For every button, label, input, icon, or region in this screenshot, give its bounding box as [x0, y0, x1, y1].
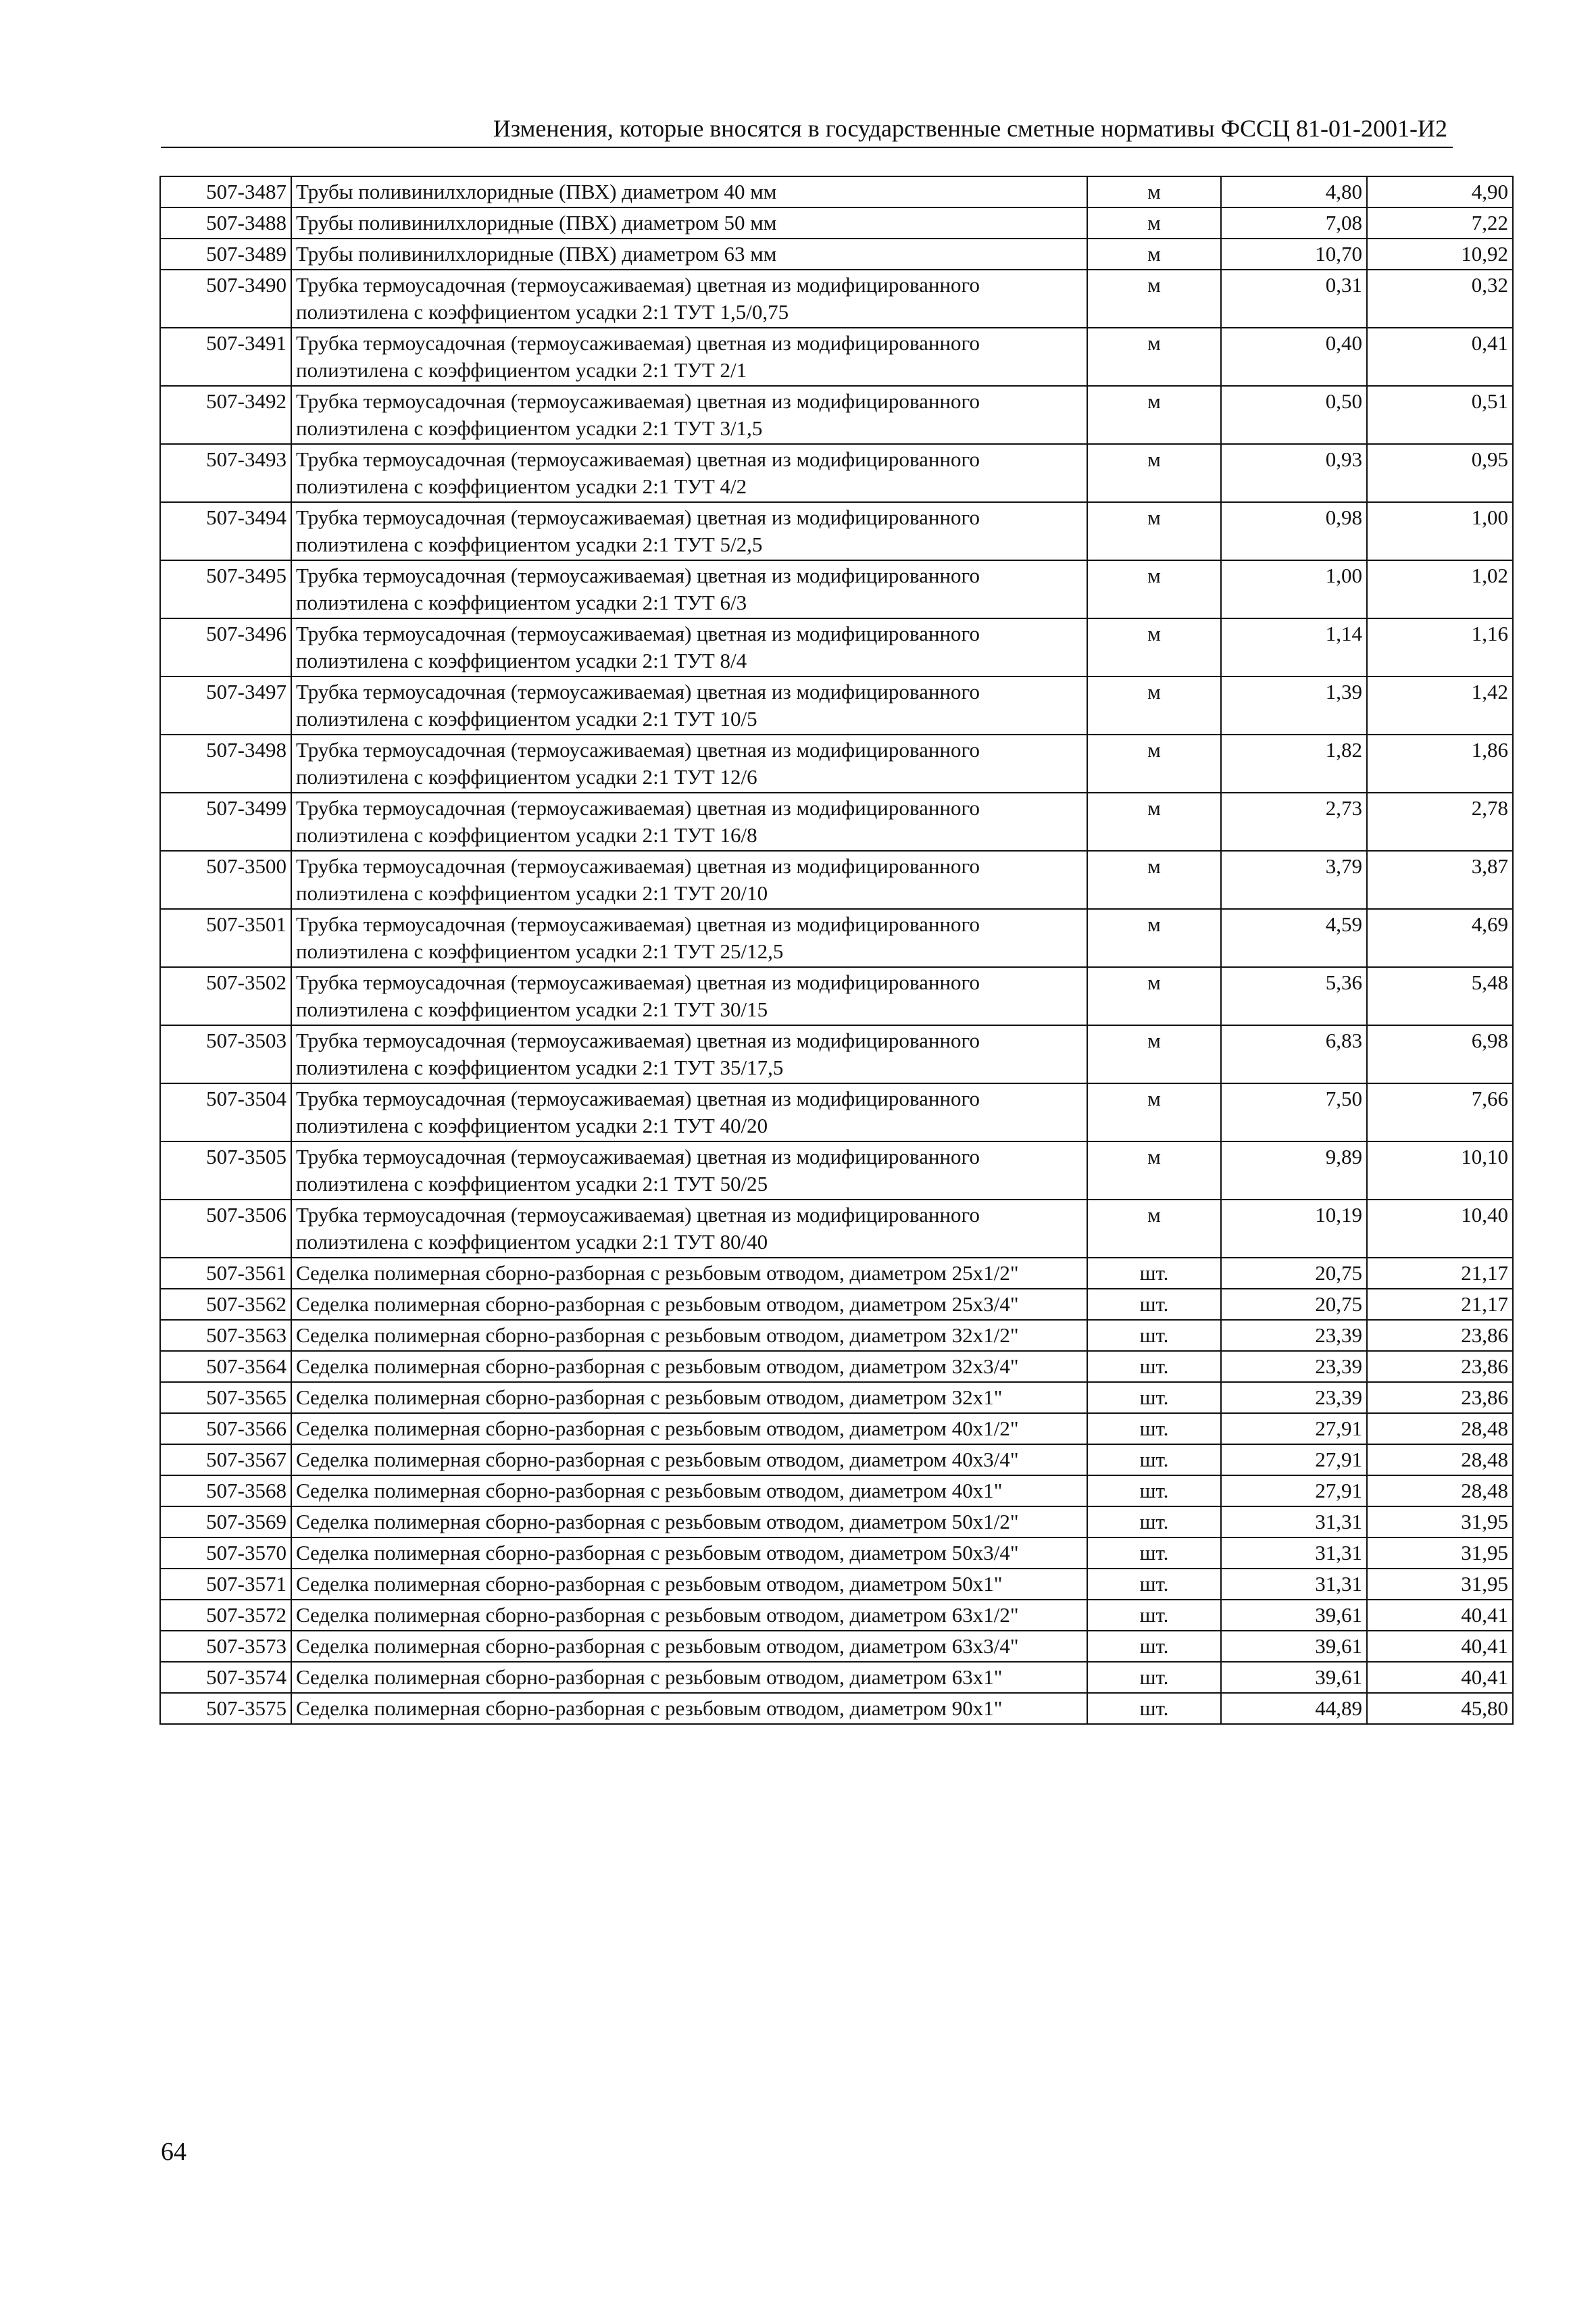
code-cell: 507-3569	[160, 1506, 291, 1537]
code-cell: 507-3562	[160, 1289, 291, 1320]
price-2-cell: 31,95	[1367, 1569, 1513, 1600]
table-row	[160, 1413, 1513, 1444]
price-2-cell: 40,41	[1367, 1631, 1513, 1662]
price-2-cell: 31,95	[1367, 1537, 1513, 1569]
name-cell: Седелка полимерная сборно-разборная с резьбовым отводом, диаметром 63x3/4"	[291, 1631, 1087, 1662]
table-row	[160, 328, 1513, 386]
code-cell: 507-3501	[160, 909, 291, 967]
price-1-cell: 39,61	[1221, 1662, 1367, 1693]
table-row	[160, 560, 1513, 618]
price-1-cell: 39,61	[1221, 1631, 1367, 1662]
code-cell: 507-3489	[160, 239, 291, 270]
table-row	[160, 444, 1513, 502]
name-cell: Седелка полимерная сборно-разборная с резьбовым отводом, диаметром 25x3/4"	[291, 1289, 1087, 1320]
name-cell: Трубка термоусадочная (термоусаживаемая) цветная из модифицированного полиэтилена с коэффициентом усадки 2:1 ТУТ 50/25	[291, 1141, 1087, 1200]
unit-cell: шт.	[1087, 1351, 1221, 1382]
name-cell: Седелка полимерная сборно-разборная с резьбовым отводом, диаметром 63x1/2"	[291, 1600, 1087, 1631]
price-2-cell: 1,02	[1367, 560, 1513, 618]
name-cell: Трубка термоусадочная (термоусаживаемая) цветная из модифицированного полиэтилена с коэффициентом усадки 2:1 ТУТ 6/3	[291, 560, 1087, 618]
name-cell: Трубы поливинилхлоридные (ПВХ) диаметром 40 мм	[291, 176, 1087, 207]
price-1-cell: 27,91	[1221, 1444, 1367, 1475]
name-cell: Трубка термоусадочная (термоусаживаемая) цветная из модифицированного полиэтилена с коэффициентом усадки 2:1 ТУТ 1,5/0,75	[291, 270, 1087, 328]
price-1-cell: 31,31	[1221, 1569, 1367, 1600]
code-cell: 507-3491	[160, 328, 291, 386]
price-2-cell: 7,22	[1367, 207, 1513, 239]
code-cell: 507-3496	[160, 618, 291, 676]
price-1-cell: 0,93	[1221, 444, 1367, 502]
name-cell: Трубка термоусадочная (термоусаживаемая) цветная из модифицированного полиэтилена с коэффициентом усадки 2:1 ТУТ 35/17,5	[291, 1025, 1087, 1083]
unit-cell: шт.	[1087, 1631, 1221, 1662]
unit-cell: шт.	[1087, 1258, 1221, 1289]
table-row	[160, 793, 1513, 851]
name-cell: Седелка полимерная сборно-разборная с резьбовым отводом, диаметром 32x3/4"	[291, 1351, 1087, 1382]
unit-cell: м	[1087, 328, 1221, 386]
unit-cell: м	[1087, 1025, 1221, 1083]
code-cell: 507-3490	[160, 270, 291, 328]
table-row	[160, 676, 1513, 735]
price-1-cell: 0,50	[1221, 386, 1367, 444]
unit-cell: м	[1087, 851, 1221, 909]
unit-cell: шт.	[1087, 1662, 1221, 1693]
code-cell: 507-3493	[160, 444, 291, 502]
unit-cell: м	[1087, 1141, 1221, 1200]
price-1-cell: 7,08	[1221, 207, 1367, 239]
price-1-cell: 3,79	[1221, 851, 1367, 909]
name-cell: Трубка термоусадочная (термоусаживаемая) цветная из модифицированного полиэтилена с коэффициентом усадки 2:1 ТУТ 4/2	[291, 444, 1087, 502]
code-cell: 507-3492	[160, 386, 291, 444]
price-2-cell: 1,42	[1367, 676, 1513, 735]
unit-cell: м	[1087, 270, 1221, 328]
price-2-cell: 0,95	[1367, 444, 1513, 502]
code-cell: 507-3566	[160, 1413, 291, 1444]
price-2-cell: 4,90	[1367, 176, 1513, 207]
price-2-cell: 23,86	[1367, 1320, 1513, 1351]
unit-cell: м	[1087, 618, 1221, 676]
name-cell: Трубка термоусадочная (термоусаживаемая) цветная из модифицированного полиэтилена с коэффициентом усадки 2:1 ТУТ 8/4	[291, 618, 1087, 676]
price-2-cell: 1,16	[1367, 618, 1513, 676]
price-1-cell: 27,91	[1221, 1413, 1367, 1444]
price-1-cell: 31,31	[1221, 1506, 1367, 1537]
table-row	[160, 1600, 1513, 1631]
page-number: 64	[161, 2138, 186, 2166]
price-2-cell: 4,69	[1367, 909, 1513, 967]
name-cell: Трубка термоусадочная (термоусаживаемая) цветная из модифицированного полиэтилена с коэффициентом усадки 2:1 ТУТ 10/5	[291, 676, 1087, 735]
table-row	[160, 1693, 1513, 1724]
table-row	[160, 1289, 1513, 1320]
table-row	[160, 239, 1513, 270]
unit-cell: шт.	[1087, 1444, 1221, 1475]
name-cell: Трубка термоусадочная (термоусаживаемая) цветная из модифицированного полиэтилена с коэффициентом усадки 2:1 ТУТ 3/1,5	[291, 386, 1087, 444]
table-row	[160, 618, 1513, 676]
price-1-cell: 9,89	[1221, 1141, 1367, 1200]
table-row	[160, 909, 1513, 967]
price-2-cell: 23,86	[1367, 1351, 1513, 1382]
price-table	[159, 176, 1514, 1725]
name-cell: Трубка термоусадочная (термоусаживаемая) цветная из модифицированного полиэтилена с коэффициентом усадки 2:1 ТУТ 40/20	[291, 1083, 1087, 1141]
unit-cell: шт.	[1087, 1569, 1221, 1600]
price-1-cell: 31,31	[1221, 1537, 1367, 1569]
name-cell: Трубка термоусадочная (термоусаживаемая) цветная из модифицированного полиэтилена с коэффициентом усадки 2:1 ТУТ 2/1	[291, 328, 1087, 386]
unit-cell: м	[1087, 502, 1221, 560]
price-2-cell: 23,86	[1367, 1382, 1513, 1413]
price-1-cell: 20,75	[1221, 1258, 1367, 1289]
code-cell: 507-3561	[160, 1258, 291, 1289]
unit-cell: шт.	[1087, 1289, 1221, 1320]
price-1-cell: 0,98	[1221, 502, 1367, 560]
price-2-cell: 1,86	[1367, 735, 1513, 793]
table-row	[160, 1475, 1513, 1506]
table-row	[160, 1506, 1513, 1537]
code-cell: 507-3571	[160, 1569, 291, 1600]
name-cell: Седелка полимерная сборно-разборная с резьбовым отводом, диаметром 90x1"	[291, 1693, 1087, 1724]
price-2-cell: 0,51	[1367, 386, 1513, 444]
code-cell: 507-3495	[160, 560, 291, 618]
price-1-cell: 0,31	[1221, 270, 1367, 328]
code-cell: 507-3565	[160, 1382, 291, 1413]
unit-cell: шт.	[1087, 1600, 1221, 1631]
price-1-cell: 1,00	[1221, 560, 1367, 618]
price-1-cell: 1,82	[1221, 735, 1367, 793]
unit-cell: м	[1087, 676, 1221, 735]
name-cell: Трубка термоусадочная (термоусаживаемая) цветная из модифицированного полиэтилена с коэффициентом усадки 2:1 ТУТ 80/40	[291, 1200, 1087, 1258]
price-1-cell: 7,50	[1221, 1083, 1367, 1141]
price-2-cell: 21,17	[1367, 1258, 1513, 1289]
price-1-cell: 23,39	[1221, 1320, 1367, 1351]
unit-cell: м	[1087, 967, 1221, 1025]
table-row	[160, 1569, 1513, 1600]
price-2-cell: 3,87	[1367, 851, 1513, 909]
price-1-cell: 6,83	[1221, 1025, 1367, 1083]
price-2-cell: 40,41	[1367, 1600, 1513, 1631]
price-2-cell: 7,66	[1367, 1083, 1513, 1141]
code-cell: 507-3573	[160, 1631, 291, 1662]
unit-cell: м	[1087, 1200, 1221, 1258]
price-1-cell: 10,70	[1221, 239, 1367, 270]
unit-cell: шт.	[1087, 1475, 1221, 1506]
price-1-cell: 5,36	[1221, 967, 1367, 1025]
table-row	[160, 1631, 1513, 1662]
table-row	[160, 1537, 1513, 1569]
name-cell: Седелка полимерная сборно-разборная с резьбовым отводом, диаметром 40x1/2"	[291, 1413, 1087, 1444]
table-row	[160, 502, 1513, 560]
price-2-cell: 6,98	[1367, 1025, 1513, 1083]
name-cell: Трубка термоусадочная (термоусаживаемая) цветная из модифицированного полиэтилена с коэффициентом усадки 2:1 ТУТ 12/6	[291, 735, 1087, 793]
unit-cell: м	[1087, 735, 1221, 793]
unit-cell: м	[1087, 1083, 1221, 1141]
table-row	[160, 1200, 1513, 1258]
price-1-cell: 1,14	[1221, 618, 1367, 676]
table-row	[160, 1258, 1513, 1289]
name-cell: Трубка термоусадочная (термоусаживаемая) цветная из модифицированного полиэтилена с коэффициентом усадки 2:1 ТУТ 30/15	[291, 967, 1087, 1025]
code-cell: 507-3502	[160, 967, 291, 1025]
price-2-cell: 10,92	[1367, 239, 1513, 270]
table-row	[160, 1320, 1513, 1351]
name-cell: Трубка термоусадочная (термоусаживаемая) цветная из модифицированного полиэтилена с коэффициентом усадки 2:1 ТУТ 5/2,5	[291, 502, 1087, 560]
table-row	[160, 1662, 1513, 1693]
unit-cell: шт.	[1087, 1413, 1221, 1444]
table-row	[160, 1382, 1513, 1413]
price-1-cell: 44,89	[1221, 1693, 1367, 1724]
name-cell: Седелка полимерная сборно-разборная с резьбовым отводом, диаметром 50x3/4"	[291, 1537, 1087, 1569]
price-2-cell: 28,48	[1367, 1413, 1513, 1444]
name-cell: Трубы поливинилхлоридные (ПВХ) диаметром 50 мм	[291, 207, 1087, 239]
name-cell: Трубка термоусадочная (термоусаживаемая) цветная из модифицированного полиэтилена с коэффициентом усадки 2:1 ТУТ 16/8	[291, 793, 1087, 851]
name-cell: Седелка полимерная сборно-разборная с резьбовым отводом, диаметром 40x1"	[291, 1475, 1087, 1506]
name-cell: Седелка полимерная сборно-разборная с резьбовым отводом, диаметром 63x1"	[291, 1662, 1087, 1693]
price-1-cell: 20,75	[1221, 1289, 1367, 1320]
unit-cell: шт.	[1087, 1537, 1221, 1569]
code-cell: 507-3488	[160, 207, 291, 239]
name-cell: Трубка термоусадочная (термоусаживаемая) цветная из модифицированного полиэтилена с коэффициентом усадки 2:1 ТУТ 20/10	[291, 851, 1087, 909]
price-2-cell: 1,00	[1367, 502, 1513, 560]
code-cell: 507-3499	[160, 793, 291, 851]
table-row	[160, 1351, 1513, 1382]
code-cell: 507-3494	[160, 502, 291, 560]
code-cell: 507-3564	[160, 1351, 291, 1382]
name-cell: Седелка полимерная сборно-разборная с резьбовым отводом, диаметром 50x1"	[291, 1569, 1087, 1600]
code-cell: 507-3570	[160, 1537, 291, 1569]
unit-cell: м	[1087, 444, 1221, 502]
table-row	[160, 851, 1513, 909]
name-cell: Седелка полимерная сборно-разборная с резьбовым отводом, диаметром 25x1/2"	[291, 1258, 1087, 1289]
unit-cell: м	[1087, 909, 1221, 967]
price-1-cell: 23,39	[1221, 1351, 1367, 1382]
unit-cell: м	[1087, 560, 1221, 618]
price-2-cell: 0,41	[1367, 328, 1513, 386]
table-row	[160, 176, 1513, 207]
price-2-cell: 10,10	[1367, 1141, 1513, 1200]
price-1-cell: 23,39	[1221, 1382, 1367, 1413]
table-row	[160, 1025, 1513, 1083]
code-cell: 507-3506	[160, 1200, 291, 1258]
header-rule	[161, 147, 1453, 148]
unit-cell: шт.	[1087, 1382, 1221, 1413]
name-cell: Седелка полимерная сборно-разборная с резьбовым отводом, диаметром 40x3/4"	[291, 1444, 1087, 1475]
name-cell: Трубы поливинилхлоридные (ПВХ) диаметром 63 мм	[291, 239, 1087, 270]
code-cell: 507-3572	[160, 1600, 291, 1631]
name-cell: Седелка полимерная сборно-разборная с резьбовым отводом, диаметром 32x1"	[291, 1382, 1087, 1413]
unit-cell: шт.	[1087, 1693, 1221, 1724]
name-cell: Седелка полимерная сборно-разборная с резьбовым отводом, диаметром 50x1/2"	[291, 1506, 1087, 1537]
unit-cell: м	[1087, 207, 1221, 239]
price-2-cell: 2,78	[1367, 793, 1513, 851]
code-cell: 507-3505	[160, 1141, 291, 1200]
price-2-cell: 40,41	[1367, 1662, 1513, 1693]
table-row	[160, 1141, 1513, 1200]
price-1-cell: 27,91	[1221, 1475, 1367, 1506]
price-2-cell: 5,48	[1367, 967, 1513, 1025]
table-row	[160, 270, 1513, 328]
unit-cell: шт.	[1087, 1506, 1221, 1537]
table-row	[160, 386, 1513, 444]
code-cell: 507-3575	[160, 1693, 291, 1724]
table-row	[160, 207, 1513, 239]
code-cell: 507-3504	[160, 1083, 291, 1141]
price-1-cell: 0,40	[1221, 328, 1367, 386]
price-2-cell: 21,17	[1367, 1289, 1513, 1320]
table-row	[160, 1083, 1513, 1141]
table-row	[160, 1444, 1513, 1475]
unit-cell: м	[1087, 176, 1221, 207]
unit-cell: м	[1087, 386, 1221, 444]
name-cell: Седелка полимерная сборно-разборная с резьбовым отводом, диаметром 32x1/2"	[291, 1320, 1087, 1351]
page-header: Изменения, которые вносятся в государственные сметные нормативы ФССЦ 81-01-2001-И2	[493, 115, 1447, 142]
code-cell: 507-3503	[160, 1025, 291, 1083]
price-2-cell: 28,48	[1367, 1444, 1513, 1475]
code-cell: 507-3497	[160, 676, 291, 735]
name-cell: Трубка термоусадочная (термоусаживаемая) цветная из модифицированного полиэтилена с коэффициентом усадки 2:1 ТУТ 25/12,5	[291, 909, 1087, 967]
unit-cell: м	[1087, 239, 1221, 270]
table-row	[160, 735, 1513, 793]
price-2-cell: 28,48	[1367, 1475, 1513, 1506]
price-1-cell: 4,59	[1221, 909, 1367, 967]
code-cell: 507-3498	[160, 735, 291, 793]
code-cell: 507-3487	[160, 176, 291, 207]
code-cell: 507-3567	[160, 1444, 291, 1475]
price-1-cell: 10,19	[1221, 1200, 1367, 1258]
price-2-cell: 10,40	[1367, 1200, 1513, 1258]
price-table-body	[160, 176, 1513, 1724]
price-2-cell: 0,32	[1367, 270, 1513, 328]
price-1-cell: 1,39	[1221, 676, 1367, 735]
code-cell: 507-3568	[160, 1475, 291, 1506]
code-cell: 507-3563	[160, 1320, 291, 1351]
table-row	[160, 967, 1513, 1025]
price-2-cell: 31,95	[1367, 1506, 1513, 1537]
code-cell: 507-3574	[160, 1662, 291, 1693]
price-2-cell: 45,80	[1367, 1693, 1513, 1724]
unit-cell: шт.	[1087, 1320, 1221, 1351]
price-1-cell: 2,73	[1221, 793, 1367, 851]
unit-cell: м	[1087, 793, 1221, 851]
price-1-cell: 4,80	[1221, 176, 1367, 207]
code-cell: 507-3500	[160, 851, 291, 909]
price-1-cell: 39,61	[1221, 1600, 1367, 1631]
